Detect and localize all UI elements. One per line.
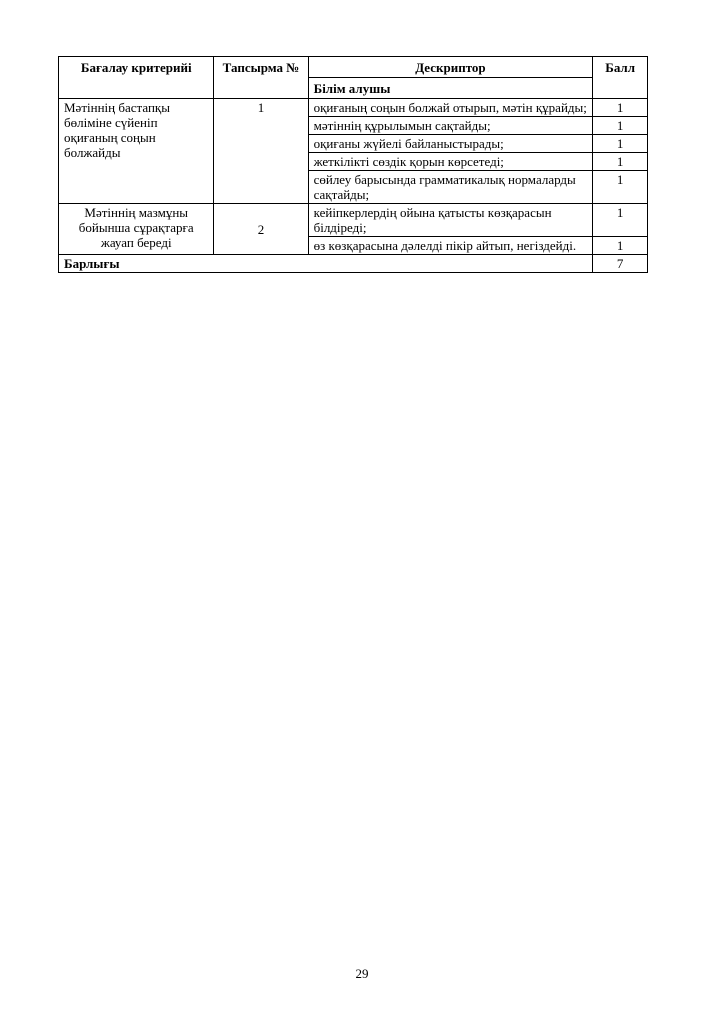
- score-cell: 1: [593, 204, 648, 237]
- score-cell: 1: [593, 237, 648, 255]
- header-score: Балл: [593, 57, 648, 99]
- descriptor-cell: сөйлеу барысында грамматикалық нормаларды сақтайды;: [308, 171, 593, 204]
- score-cell: 1: [593, 117, 648, 135]
- total-row: [59, 255, 648, 273]
- header-row: [59, 57, 648, 78]
- descriptor-cell: өз көзқарасына дәлелді пікір айтып, негіздейді.: [308, 237, 593, 255]
- score-cell: 1: [593, 171, 648, 204]
- descriptor-cell: кейіпкерлердің ойына қатысты көзқарасын білдіреді;: [308, 204, 593, 237]
- score-cell: 1: [593, 135, 648, 153]
- descriptor-cell: жеткілікті сөздік қорын көрсетеді;: [308, 153, 593, 171]
- criterion-cell: Мәтіннің бастапқы бөліміне сүйеніп оқиғаның соңын болжайды: [59, 99, 214, 204]
- descriptor-cell: оқиғаның соңын болжай отырып, мәтін құрайды;: [308, 99, 593, 117]
- criterion-cell: Мәтіннің мазмұны бойынша сұрақтарға жауап береді: [59, 204, 214, 255]
- header-descriptor-sub: Білім алушы: [308, 78, 593, 99]
- table-row: [59, 99, 648, 117]
- total-score: 7: [593, 255, 648, 273]
- total-label: Барлығы: [59, 255, 593, 273]
- task-number-cell: 1: [214, 99, 308, 204]
- header-task: Тапсырма №: [214, 57, 308, 99]
- assessment-rubric-table: [58, 56, 648, 273]
- score-cell: 1: [593, 99, 648, 117]
- header-criterion: Бағалау критерийі: [59, 57, 214, 99]
- descriptor-cell: мәтіннің құрылымын сақтайды;: [308, 117, 593, 135]
- page-number: 29: [355, 966, 369, 981]
- header-descriptor: Дескриптор: [308, 57, 593, 78]
- descriptor-cell: оқиғаны жүйелі байланыстырады;: [308, 135, 593, 153]
- task-number-cell: 2: [214, 204, 308, 255]
- table-row: [59, 204, 648, 237]
- score-cell: 1: [593, 153, 648, 171]
